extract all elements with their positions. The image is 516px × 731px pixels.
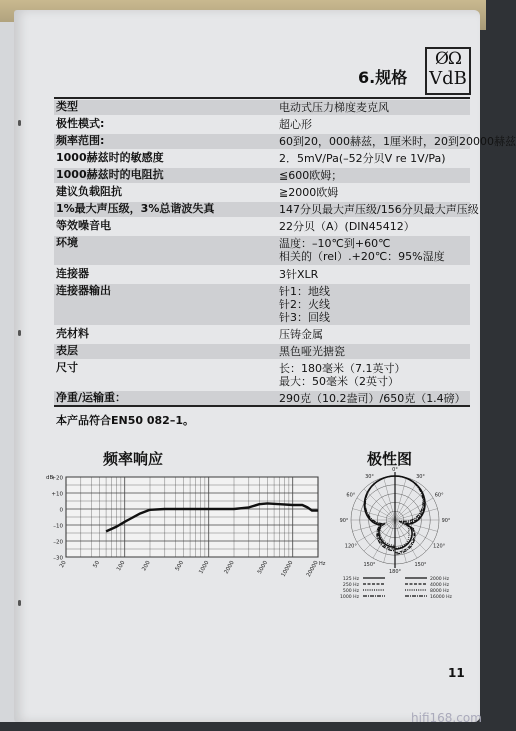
spec-row: 环境 温度：–10℃到+60℃ 相关的（rel）.+20℃：95%湿度	[54, 236, 470, 265]
binding-hole	[18, 330, 21, 336]
page-number: 11	[448, 666, 465, 680]
legend-label: 4000 Hz	[430, 583, 450, 588]
x-tick-label: 200	[141, 560, 152, 573]
x-tick-label: 500	[174, 560, 186, 573]
polar-spoke	[373, 482, 395, 520]
angle-label: 90°	[339, 518, 349, 524]
polar-spoke	[357, 498, 395, 520]
polar-spoke	[395, 482, 417, 520]
angle-label: 30°	[365, 473, 374, 480]
y-tick-label: –10	[53, 523, 63, 530]
x-tick-label: 10000	[280, 560, 295, 579]
x-tick-label: 1000	[198, 560, 211, 576]
binding-hole	[18, 120, 21, 126]
legend-label: 1000 Hz	[339, 595, 359, 600]
spec-row: 表层 黑色哑光搪瓷	[54, 344, 470, 359]
conformity-note: 本产品符合EN50 082–1。	[56, 414, 194, 427]
legend-label: 2000 Hz	[430, 577, 450, 582]
angle-label: 180°	[388, 569, 402, 575]
legend-label: 125 Hz	[342, 577, 359, 582]
polar-spoke	[395, 498, 433, 520]
angle-label: 60°	[346, 492, 356, 499]
y-tick-label: –20	[53, 539, 63, 546]
x-tick-label: 2000	[223, 560, 236, 576]
spec-row: 建议负载阻抗 ≧2000欧姆	[56, 185, 339, 199]
legend-label: 16000 Hz	[430, 595, 452, 600]
y-tick-label: +20	[51, 475, 63, 482]
spec-row: 壳材料 压铸金属	[56, 327, 323, 341]
polar-pattern-heading: 极性图	[367, 450, 413, 468]
polar-spoke	[352, 520, 395, 531]
polar-spoke	[384, 520, 395, 563]
table-top-rule	[54, 97, 470, 99]
angle-label: 150°	[414, 562, 427, 569]
polar-spoke	[395, 477, 406, 520]
angle-label: 120°	[344, 543, 357, 550]
polar-spoke	[373, 520, 395, 558]
angle-label: 150°	[363, 562, 376, 569]
polar-spoke	[384, 477, 395, 520]
frequency-response-heading: 频率响应	[103, 450, 164, 468]
angle-label: 120°	[433, 543, 446, 550]
y-tick-label: +10	[51, 491, 63, 498]
angle-label: 90°	[441, 518, 451, 524]
spec-row: 类型 电动式压力梯度麦克风	[54, 100, 470, 115]
polar-spoke	[395, 520, 406, 563]
legend-label: 250 Hz	[342, 583, 359, 588]
x-tick-label: 20000	[305, 560, 320, 579]
legend-label: 500 Hz	[342, 589, 359, 594]
y-tick-label: –30	[53, 555, 63, 562]
spec-row: 频率范围: 60到20，000赫兹，1厘米时，20到20000赫兹	[56, 134, 516, 148]
y-tick-label: 0	[59, 507, 63, 514]
polar-spoke	[352, 509, 395, 520]
legend-label: 8000 Hz	[430, 589, 450, 594]
spec-row: 极性模式: 超心形	[56, 117, 312, 131]
angle-label: 60°	[434, 492, 444, 499]
binding-hole	[18, 600, 21, 606]
table-bottom-rule	[54, 405, 470, 407]
vdb-logo: ØΩ VdB	[425, 47, 471, 95]
spec-row: 1000赫兹时的敏感度 2．5mV/Pa(–52分贝V re 1V/Pa)	[56, 151, 446, 165]
spec-row: 等效噪音电 22分贝（A）(DIN45412）	[56, 219, 415, 233]
watermark: hifi168.com	[411, 711, 482, 725]
spec-row: 连接器输出 针1：地线 针2：火线 针3：回线	[54, 284, 470, 325]
frequency-response-chart	[38, 468, 326, 590]
spec-row: 连接器 3针XLR	[56, 267, 319, 281]
spec-row: 尺寸 长：180毫米（7.1英寸） 最大：50毫米（2英寸）	[56, 361, 406, 388]
x-unit-label: Hz	[319, 561, 326, 567]
x-tick-label: 100	[115, 560, 127, 573]
x-tick-label: 50	[92, 560, 102, 570]
polar-pattern-chart	[325, 468, 475, 608]
spec-row: 1%最大声压级，3%总谐波失真 147分贝最大声压级/156分贝最大声压级	[56, 202, 479, 216]
x-tick-label: 5000	[256, 560, 270, 576]
angle-label: 30°	[416, 473, 425, 480]
section-title: 6.规格	[358, 68, 408, 87]
x-tick-label: 20	[59, 560, 68, 570]
angle-label: 0°	[392, 467, 398, 473]
y-axis-label: dB	[46, 475, 54, 481]
spec-row: 1000赫兹时的电阻抗 ≦600欧姆；	[54, 168, 470, 183]
spec-row: 净重/运输重： 290克（10.2盎司）/650克（1.4磅）	[54, 391, 470, 405]
